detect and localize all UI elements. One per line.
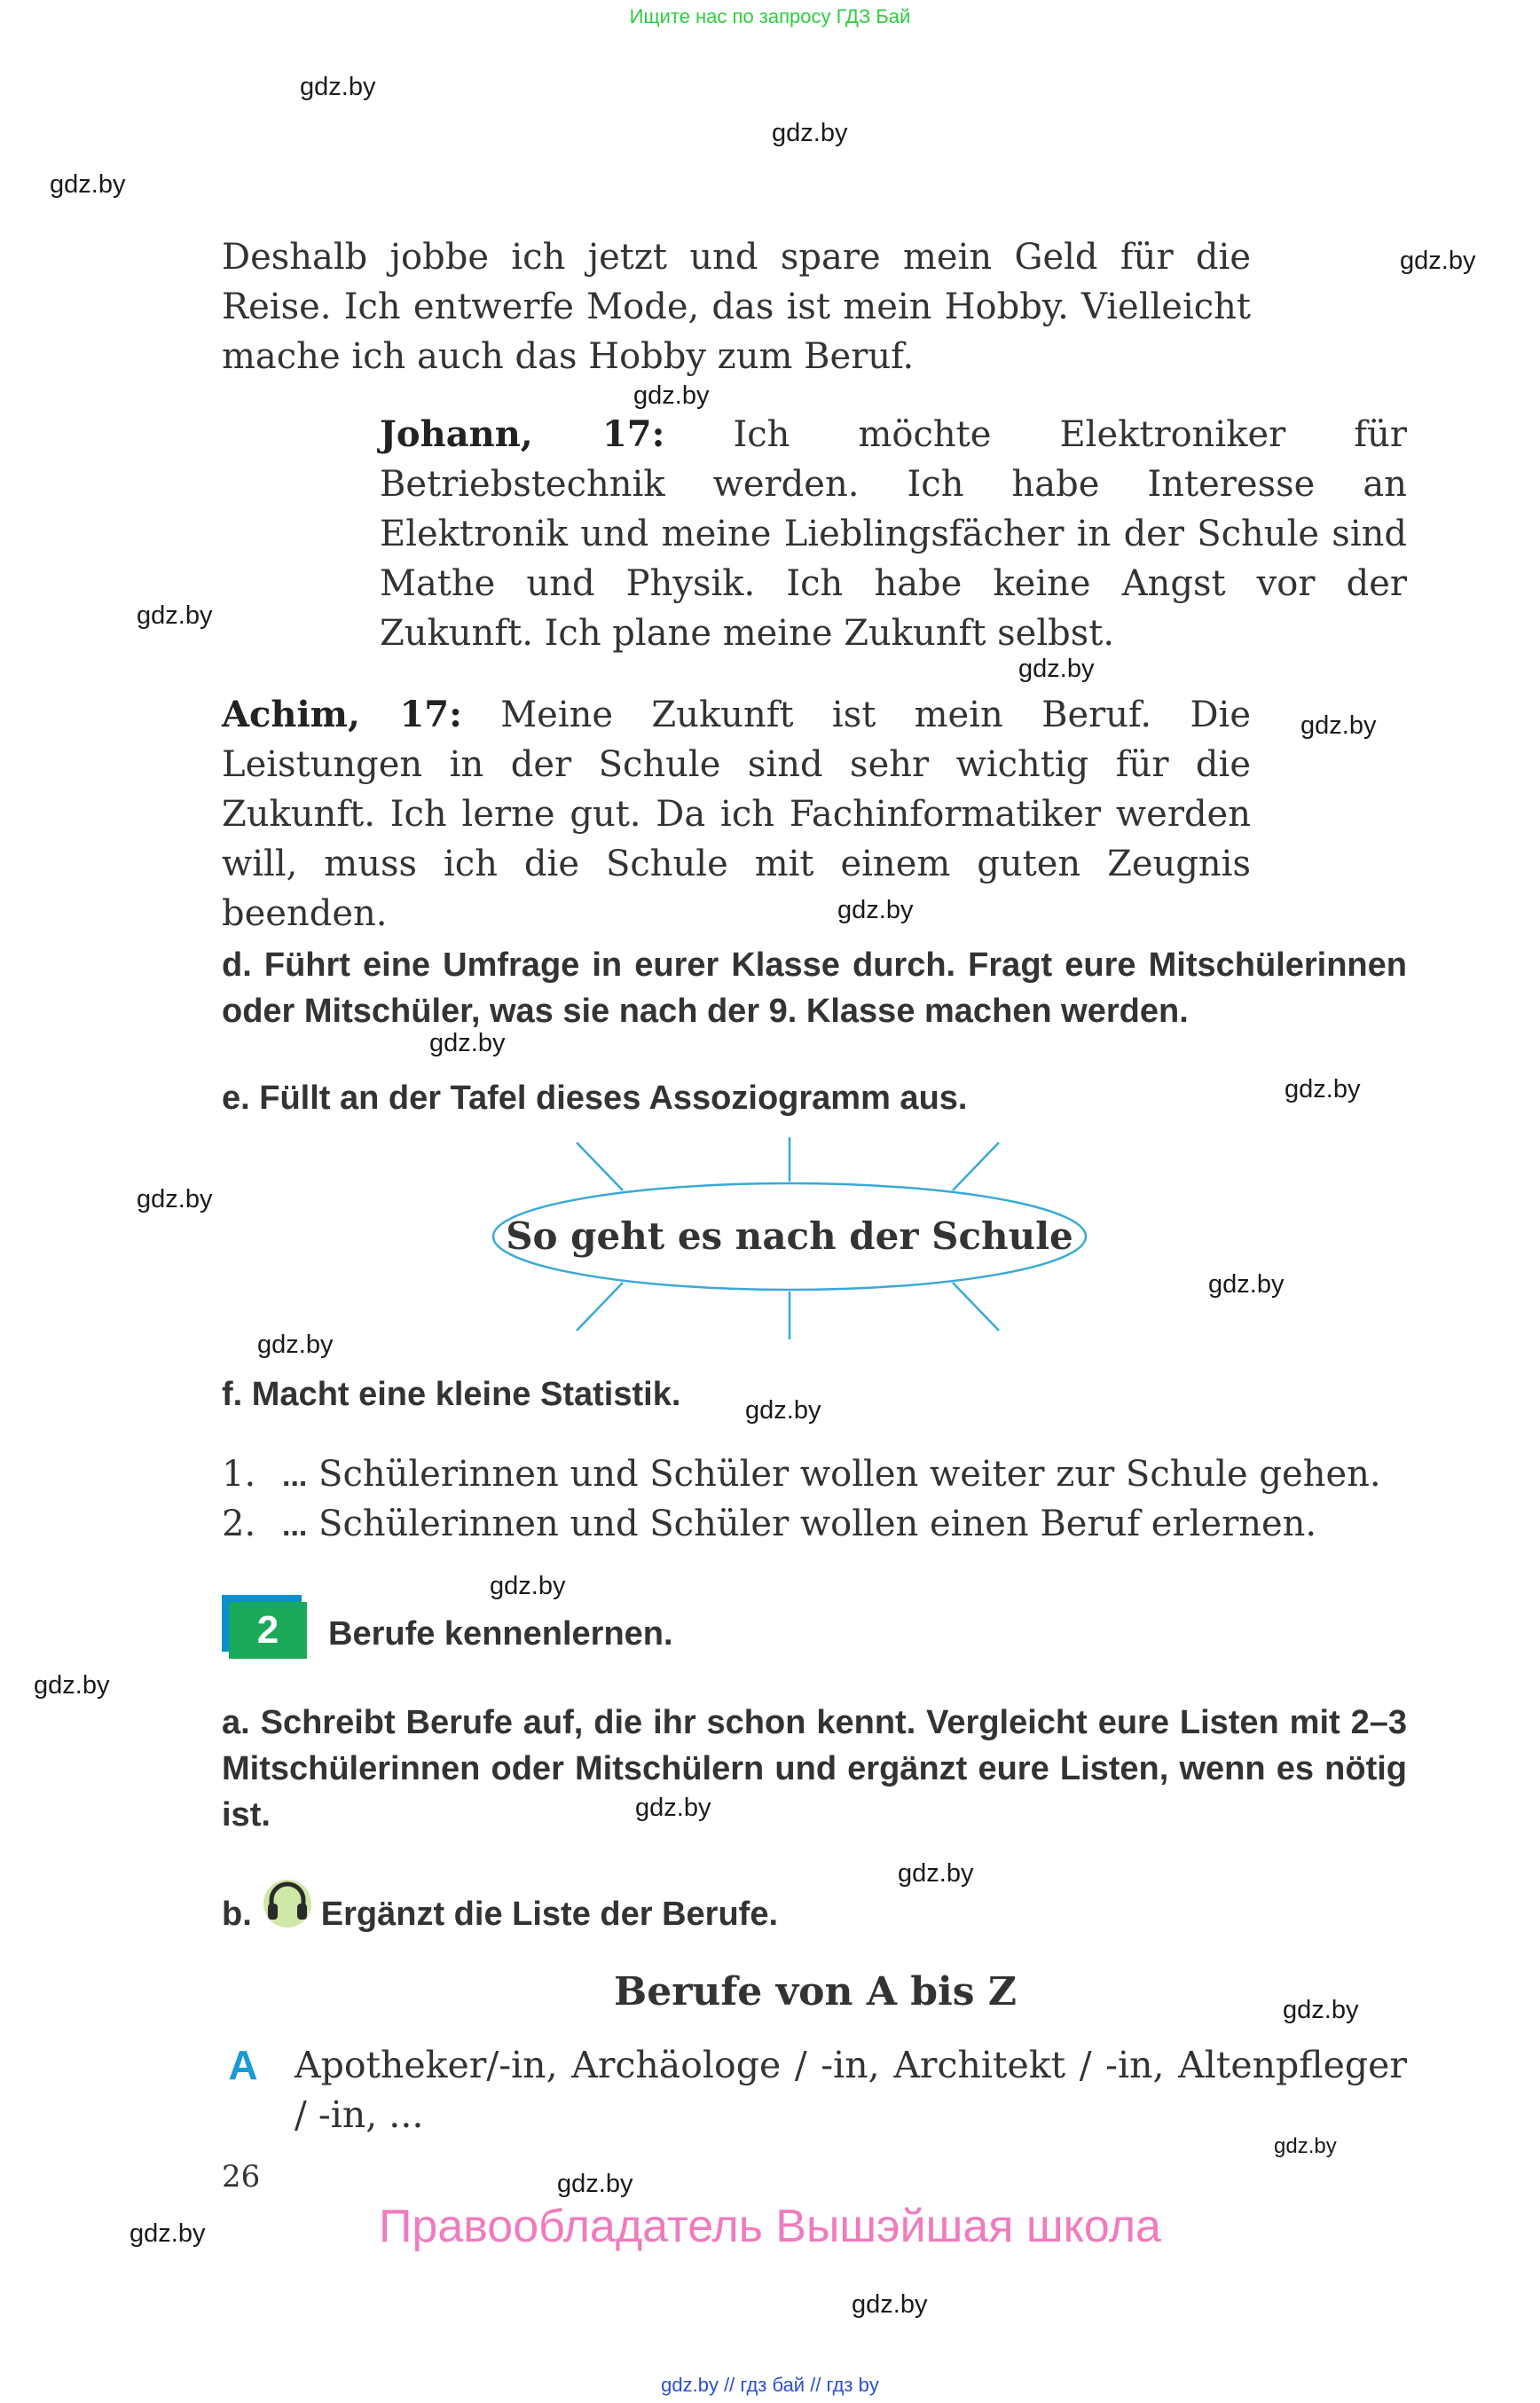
johann-name: Johann, 17: <box>380 413 665 455</box>
ray-line <box>577 1143 623 1190</box>
watermark: gdz.by <box>137 601 213 630</box>
watermark: gdz.by <box>852 2290 928 2319</box>
watermark: gdz.by <box>1208 1270 1285 1299</box>
section-number-badge <box>222 1595 307 1659</box>
achim-name: Achim, 17: <box>222 694 462 735</box>
statistik-blank: ... <box>282 1509 308 1543</box>
berufe-heading: Berufe von A bis Z <box>614 1969 1017 2014</box>
intro-paragraph: Deshalb jobbe ich jetzt und spare mein Geld für die Reise. Ich entwerfe Mode, das ist mein Hobby. Vielleicht mache ich auch das Hobby zum Beruf. <box>222 237 1251 377</box>
task-f: f. Macht eine kleine Statistik. <box>222 1376 681 1413</box>
task-b-letter: b. <box>222 1896 252 1933</box>
task-b <box>222 1888 778 1941</box>
footer-links[interactable]: gdz.by // гдз бай // гдз by <box>661 2374 879 2396</box>
watermark: gdz.by <box>257 1331 334 1359</box>
watermark: gdz.by <box>837 896 914 924</box>
statistik-number: 2. <box>222 1504 256 1544</box>
top-banner: Ищите нас по запросу ГДЗ Бай <box>629 5 911 27</box>
watermark: gdz.by <box>1285 1075 1361 1103</box>
watermark: gdz.by <box>745 1396 821 1425</box>
berufe-a-list: Apotheker/-in, Archäologe / -in, Architekt / -in, Altenpfleger / -in, ... <box>295 2044 1407 2136</box>
page-number: 26 <box>222 2159 261 2195</box>
watermark: gdz.by <box>130 2219 206 2248</box>
ray-line <box>953 1283 999 1331</box>
watermark: gdz.by <box>1274 2134 1337 2158</box>
watermark: gdz.by <box>1400 247 1476 275</box>
watermark: gdz.by <box>635 1794 711 1822</box>
section-number: 2 <box>229 1602 307 1659</box>
assoziogramm-label: So geht es nach der Schule <box>506 1214 1073 1258</box>
statistik-item-2 <box>222 1499 1316 1551</box>
headphones-icon <box>261 1875 314 1928</box>
statistik-text: Schülerinnen und Schüler wollen weiter zur Schule gehen. <box>307 1454 1381 1495</box>
watermark: gdz.by <box>137 1185 213 1213</box>
statistik-text: Schülerinnen und Schüler wollen einen Beruf erlernen. <box>307 1504 1317 1544</box>
statistik-item-1 <box>222 1449 1381 1501</box>
letter-a-glyph: A <box>228 2044 258 2086</box>
watermark: gdz.by <box>898 1859 974 1888</box>
johann-paragraph <box>380 410 1407 658</box>
johann-text: Ich möchte Elektroniker für Betriebstechnik werden. Ich habe Interesse an Elektronik und meine Lieblingsfächer in der Schule sind Mathe und Physik. Ich habe keine Angst vor der Zukunft. Ich plane meine Zukunft selbst. <box>380 414 1407 654</box>
achim-text: Meine Zukunft ist mein Beruf. Die Leistungen in der Schule sind sehr wichtig für die Zukunft. Ich lerne gut. Da ich Fachinformatiker werden will, muss ich die Schule mit einem guten Zeugnis beenden. <box>222 695 1251 934</box>
task-d: d. Führt eine Umfrage in eurer Klasse durch. Fragt eure Mitschülerinnen oder Mitschüler, was sie nach der 9. Klasse machen werden. <box>222 946 1407 1030</box>
watermark: gdz.by <box>633 381 710 410</box>
watermark: gdz.by <box>557 2170 633 2198</box>
achim-paragraph <box>222 690 1251 938</box>
assoziogramm-diagram <box>479 1132 1100 1345</box>
watermark: gdz.by <box>34 1671 110 1700</box>
ray-line <box>953 1143 999 1190</box>
statistik-number: 1. <box>222 1454 256 1495</box>
watermark: gdz.by <box>772 119 848 147</box>
watermark: gdz.by <box>490 1572 566 1600</box>
ray-line <box>577 1283 623 1331</box>
watermark: gdz.by <box>50 170 126 199</box>
statistik-blank: ... <box>282 1459 308 1493</box>
section-title: Berufe kennenlernen. <box>328 1615 673 1653</box>
watermark: gdz.by <box>429 1029 506 1057</box>
letter-a-marker <box>222 2044 264 2086</box>
watermark: gdz.by <box>1283 1996 1359 2024</box>
watermark: gdz.by <box>300 73 376 101</box>
watermark: gdz.by <box>1300 711 1377 740</box>
task-b-text: Ergänzt die Liste der Berufe. <box>320 1896 779 1933</box>
watermark: gdz.by <box>1018 655 1095 683</box>
copyright-notice: Правообладатель Вышэйшая школа <box>379 2201 1161 2252</box>
task-a: a. Schreibt Berufe auf, die ihr schon kennt. Vergleicht eure Listen mit 2–3 Mitschülerinnen oder Mitschülern und ergänzt eure Listen, wenn es nötig ist. <box>222 1704 1407 1834</box>
task-e: e. Füllt an der Tafel dieses Assoziogramm aus. <box>222 1080 968 1117</box>
